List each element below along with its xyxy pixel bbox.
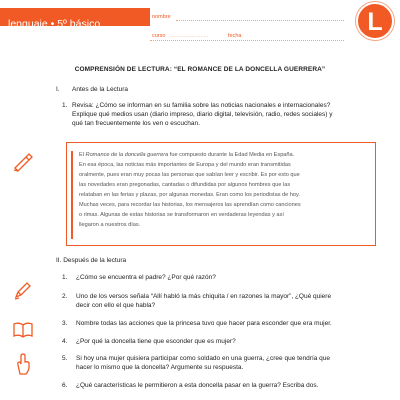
section-1-numeral: I. [56,86,60,93]
subject-label: lenguaje • 5º básico [8,18,101,30]
logo-letter: L [367,8,383,36]
question-line: Nombre todas las acciones que la princesa tuvo que hacer para esconder que era mujer. [76,320,332,327]
prereading-line: Explique qué medios usan (diario impreso, diario digital, televisión, radio, redes sociales) y [72,111,333,118]
question-number: 4. [62,338,68,345]
question-line: hacer lo mismo que la doncella? Argumente su respuesta. [76,364,244,371]
question-line: Uno de los versos señala “Allí habló la más chiquita / en razones la mayor”, ¿Qué quiere [76,293,332,300]
question-line: ¿Qué características le permitieron a esta doncella pasar en la guerra? Escriba dos. [76,382,319,389]
reading-context-text [79,150,373,230]
hand-writing-icon [12,150,34,172]
reading-accent-bar [71,151,73,239]
question-4 [76,337,236,346]
prereading-question [72,101,333,128]
question-number: 6. [62,382,68,389]
section-2-title: II. Después de la lectura [56,257,127,264]
question-3 [76,319,332,328]
header-divider [150,40,344,41]
prereading-line: qué tan frecuentemente los ven o escuchan. [72,120,200,127]
hand-pointing-icon [12,352,34,376]
nombre-field[interactable] [176,20,344,21]
reading-line-0: fue compuesto durante la Edad Media en España. [168,152,295,158]
question-number: 2. [62,293,68,300]
reading-line: Muchas veces, para recordar las historias, los mensajeros las aprendían como canciones [79,202,301,208]
question-number: 3. [62,320,68,327]
reading-line: En esa época, las noticias más importantes de Europa y del mundo eran transmitidas [79,162,291,168]
reading-line: oralmente, pues eran muy pocas las personas que sabían leer y escribir. Es por esto que [79,172,300,178]
prereading-number: 1. [62,102,68,109]
question-2 [76,292,331,310]
question-1 [76,273,216,282]
fecha-label: fecha [228,33,242,39]
question-line: ¿Por qué la doncella tiene que esconder que es mujer? [76,338,236,345]
question-line: Si hoy una mujer quisiera participar como soldado en una guerra, ¿cree que tendría que [76,355,331,362]
question-number: 1. [62,274,68,281]
question-line: decir con ello el que habla? [76,302,156,309]
question-line: ¿Cómo se encuentra el padre? ¿Por qué razón? [76,274,216,281]
reading-line: relataban en las ferias y plazas, por algunas monedas. Eran como los periodistas de hoy. [79,192,300,198]
section-1-title: Antes de la Lectura [72,86,129,93]
page-title: COMPRENSIÓN DE LECTURA: “EL ROMANCE DE LA DONCELLA GUERRERA” [74,66,326,73]
pencil-icon [12,279,34,301]
prereading-line: Revisa: ¿Cómo se informan en su familia sobre las noticias nacionales e internacionales? [72,102,331,109]
reading-title-italic: Romance de la doncella guerrera [85,152,169,158]
reading-line [79,150,373,160]
reading-line: las novedades eran pregonadas, cantadas o difundidas por algunos hombres que las [79,182,291,188]
question-6 [76,381,318,390]
reading-line: llegaron a nuestros días. [79,222,141,228]
question-number: 5. [62,355,68,362]
curso-label: curso [152,33,166,39]
reading-context-box [66,142,376,246]
reading-line: o rimas. Algunas de estas historias se transformaron en verdaderas leyendas y así [79,212,284,218]
question-5 [76,354,330,372]
lenguaje-logo [356,2,394,40]
nombre-label: nombre [152,14,171,20]
reading-intro: El [79,152,86,158]
worksheet-header [0,0,400,46]
curso-field[interactable]: ......................... [170,33,209,39]
subject-band [0,8,150,30]
open-book-icon [12,320,34,340]
